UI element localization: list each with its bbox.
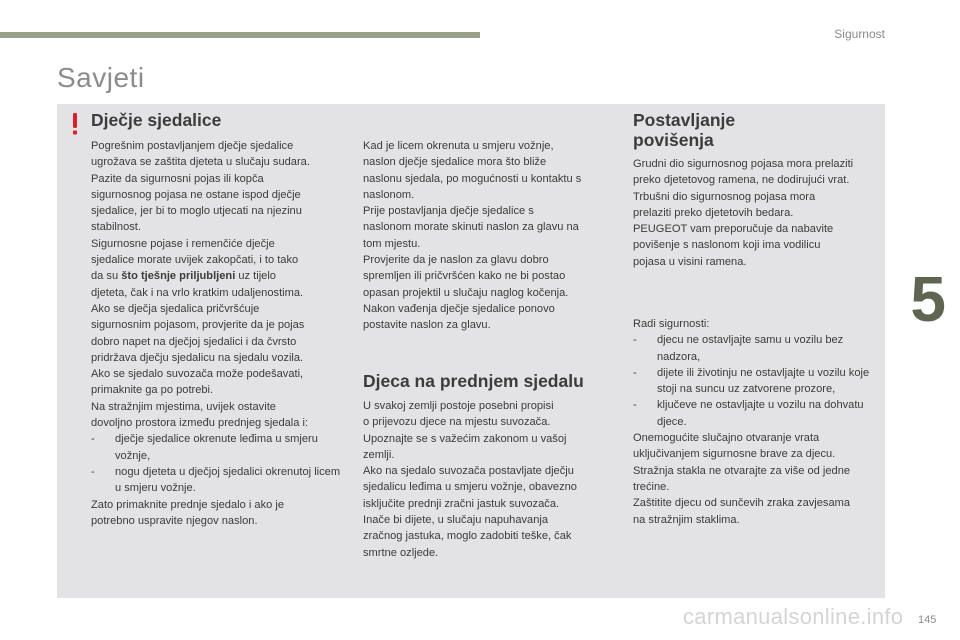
text-line: prelaziti preko djetetovih bedara. (633, 206, 794, 219)
text-line: naslon dječje sjedalice mora što bliže (363, 156, 547, 169)
text-front-seat (363, 398, 613, 561)
bold-sentence: da su što tješnje priljubljeni uz tijelo (91, 270, 276, 283)
text-line: Provjerite da je naslon za glavu dobro (363, 254, 549, 267)
text-line: stabilnost. (91, 221, 141, 234)
text-line: zemlji. (363, 448, 395, 461)
text-line: na stražnjim staklima. (633, 513, 740, 526)
text-line: sjedalice morate uvijek zakopčati, i to tako (91, 254, 299, 267)
text-line: Ako se dječja sjedalica pričvršćuje (91, 302, 260, 315)
text-column-left (91, 138, 343, 529)
text-line: Na stražnjim mjestima, uvijek ostavite (91, 400, 276, 413)
text-line: dovoljno prostora između prednjeg sjedala i: (91, 417, 309, 430)
list-item (91, 431, 343, 464)
list-dash: - (633, 334, 637, 347)
heading-child-seats: Dječje sjedalice (91, 110, 222, 130)
text-line: Sigurnosne pojase i remenčiće dječje (91, 237, 275, 250)
text-line: trećine. (633, 480, 670, 493)
text-line: sigurnosnim pojasom, provjerite da je pojas (91, 319, 305, 332)
text-line: o prijevozu djece na mjestu suvozača. (363, 416, 551, 429)
text-line: tom mjestu. (363, 237, 421, 250)
watermark: carmanualsonline.info (683, 604, 904, 629)
text-line: djeteta, čak i na vrlo kratkim udaljenostima. (91, 286, 304, 299)
list-item-text: djecu ne ostavljajte samu u vozilu bez nadzora, (657, 334, 844, 363)
text-line: potrebno uspravite njegov naslon. (91, 514, 258, 527)
text-line: Ako na sjedalo suvozača postavljate dječju (363, 465, 574, 478)
text-line: povišenje s naslonom koji ima vodilicu (633, 239, 821, 252)
text-line: Grudni dio sigurnosnog pojasa mora prelaziti (633, 158, 854, 170)
exclamation-icon (68, 112, 82, 136)
list-item-text: ključeve ne ostavljajte u vozilu na dohvatu djece. (657, 399, 864, 428)
text-line: Kad je licem okrenuta u smjeru vožnje, (363, 140, 554, 152)
text-line: isključite prednji zračni jastuk suvozača. (363, 497, 560, 510)
text-line: Nakon vađenja dječje sjedalice ponovo (363, 302, 555, 315)
text-line: Pogrešnim postavljanjem dječje sjedalice (91, 140, 294, 152)
list-dash: - (91, 433, 95, 446)
text-line: smrtne ozljede. (363, 546, 439, 559)
list-item-text: nogu djeteta u dječjoj sjedalici okrenutoj licem u smjeru vožnje. (115, 465, 341, 495)
list-dash: - (633, 366, 637, 379)
text-line: postavite naslon za glavu. (363, 319, 491, 332)
text-line: Onemogućite slučajno otvaranje vrata (633, 432, 820, 445)
text-line: primaknite ga po potrebi. (91, 384, 214, 397)
list-item (91, 464, 343, 497)
page-title: Savjeti (57, 62, 145, 93)
text-booster (633, 156, 883, 270)
safety-intro: Radi sigurnosti: (633, 318, 710, 330)
text-line: opasan projektil u slučaju naglog kočenja. (363, 286, 569, 299)
text-line: pridržava dječju sjedalicu na sjedalu vozila. (91, 351, 304, 364)
text-line: pojasa u visini ramena. (633, 255, 747, 268)
text-line: sjedalicu leđima u smjeru vožnje, obavezno (363, 481, 577, 494)
text-line: Prije postavljanja dječje sjedalice s (363, 205, 534, 218)
list-dash: - (633, 399, 637, 412)
text-column-middle (363, 138, 613, 334)
section-name: Sigurnost (834, 27, 885, 41)
text-line: ugrožava se zaštita djeteta u slučaju sudara. (91, 156, 310, 169)
text-line: sigurnosnog pojasa ne ostane ispod dječje (91, 188, 301, 201)
text-line: Pazite da sigurnosni pojas ili kopča (91, 172, 264, 185)
list-dash: - (91, 465, 95, 478)
text-line: Ako se sjedalo suvozača može podešavati, (91, 368, 304, 381)
page-number: 145 (918, 614, 937, 626)
chapter-number: 5 (910, 263, 946, 335)
text-line: Inače bi dijete, u slučaju napuhavanja (363, 514, 549, 527)
text-line: sjedalice, jer bi to moglo utjecati na njezinu (91, 205, 302, 218)
text-line: Upoznajte se s važećim zakonom u vašoj (363, 432, 567, 445)
header-accent-bar (0, 32, 480, 38)
text-line: U svakoj zemlji postoje posebni propisi (363, 400, 554, 412)
text-line: PEUGEOT vam preporučuje da nabavite (633, 223, 834, 236)
text-line: uklјučivanjem sigurnosne brave za djecu. (633, 448, 836, 461)
text-safety (633, 316, 883, 528)
text-line: Trbušni dio sigurnosnog pojasa mora (633, 190, 816, 203)
text-line: Stražnja stakla ne otvarajte za više od jedne (633, 464, 851, 477)
list-item-text: dijete ili životinju ne ostavljajte u vozilu koje stoji na suncu uz zatvorene prozore, (657, 366, 870, 396)
text-line: naslonom morate skinuti naslon za glavu na (363, 221, 579, 234)
list-item (633, 397, 883, 430)
text-line: dobro napet na dječjoj sjedalici i da čvrsto (91, 335, 297, 348)
text-line: spremljen ili pričvršćen kako ne bi postao (363, 270, 566, 283)
text-line: preko djetetovog ramena, ne dodirujući vrat. (633, 174, 850, 187)
bold-emphasis: što tješnje priljubljeni (121, 270, 236, 283)
list-item (633, 365, 883, 398)
text-line: Zato primaknite prednje sjedalo i ako je (91, 498, 285, 511)
text-line: naslonu sjedala, po mogućnosti u kontaktu s (363, 172, 582, 185)
list-item (633, 332, 883, 365)
list-item-text: dječje sjedalice okrenute leđima u smjeru vožnje, (115, 433, 318, 462)
heading-front-seat: Djeca na prednjem sjedalu (363, 371, 584, 391)
heading-booster: Postavljanje povišenja (633, 110, 736, 150)
text-line: zračnog jastuka, moglo zadobiti teške, čak (363, 530, 572, 543)
text-line: naslonom. (363, 188, 415, 201)
text-line: Zaštitite djecu od sunčevih zraka zavjesama (633, 497, 851, 510)
